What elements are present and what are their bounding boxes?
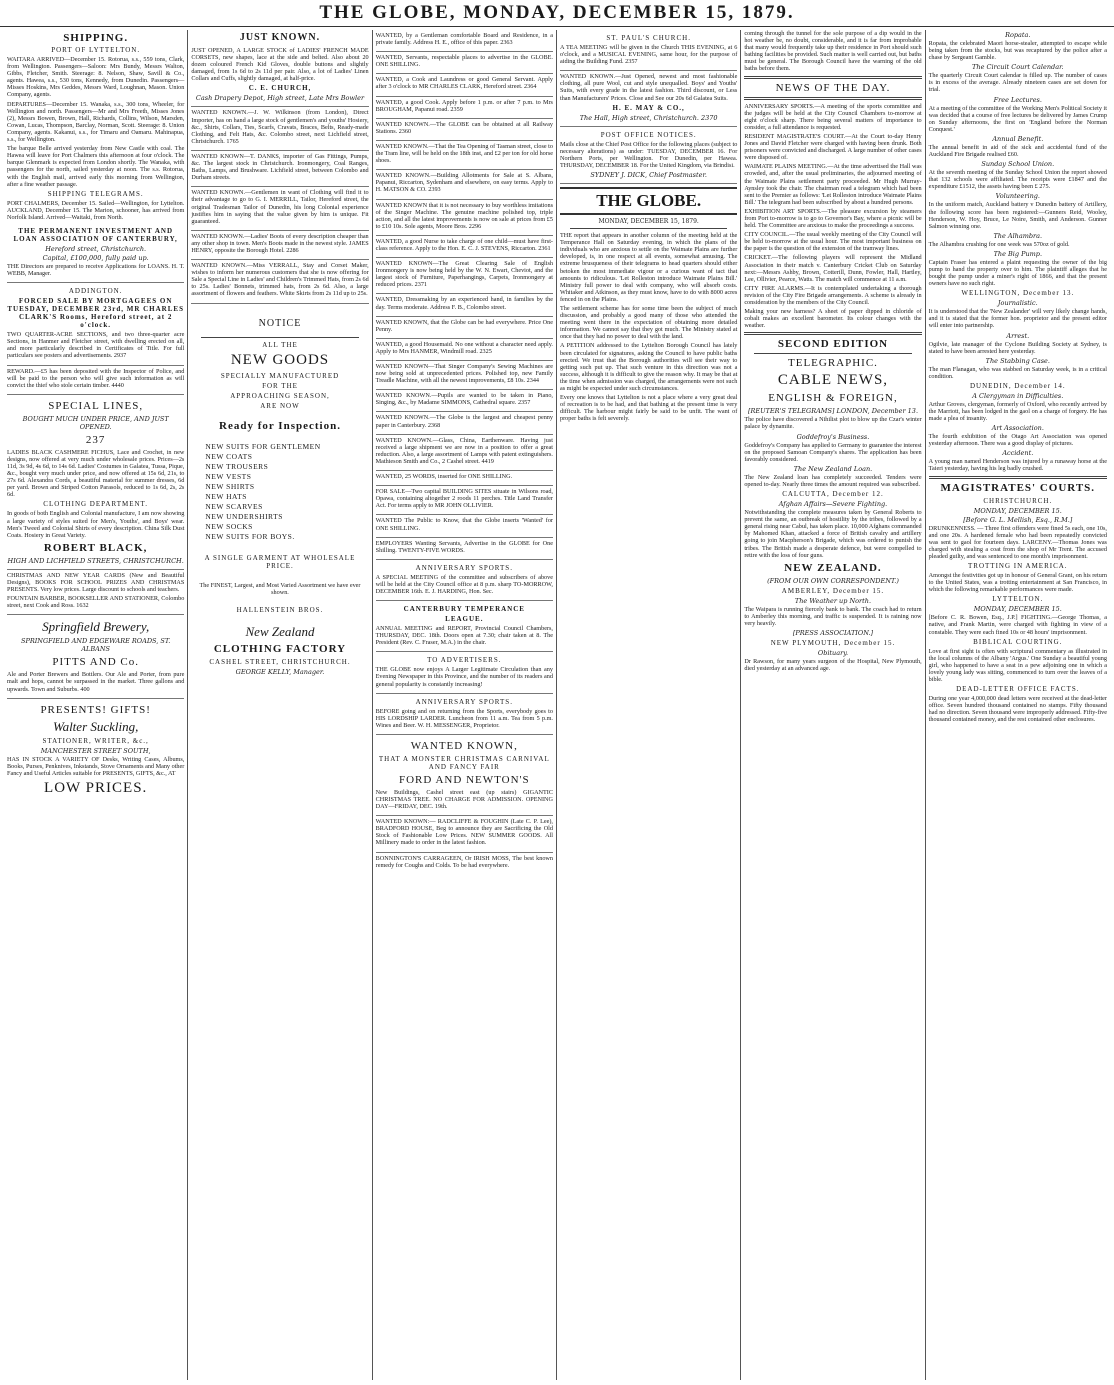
telegraphic: TELEGRAPHIC. (788, 357, 878, 370)
clergyman-text: Arthur Groves, clergyman, formerly of Oxford, who recently arrived by the Marriott, has been lodged in the gaol on a charge of forgery. He has made a plea of insanity. (928, 400, 1107, 423)
plymouth-dateline: NEW PLYMOUTH, December 15. (770, 638, 896, 647)
clothing-text: In goods of both English and Colonial manufacture, I am now showing a large variety of styles suited for Men's, Youths', and Boys' wear. Men's Tweed and Colonial Shirts of every description. China Silk Dust Coats. Hosiery in Great Variety. (7, 510, 185, 539)
court-bench: [Before G. L. Mellish, Esq., R.M.] (963, 515, 1073, 524)
presents-heading: PRESENTS! GIFTS! (40, 703, 151, 716)
editorial-continued: coming through the tunnel for the sole purpose of a dip would in the hot weather be, no doubt, considerable, and it is far from improbable that many would frequently take up their residence in Port should such bathing facilities be provided. Such matter is well carried out, but baths must be general. The Borough Council have the warning of the old baths before them. (744, 30, 922, 73)
clergyman-heading: A Clergyman in Difficulties. (972, 391, 1064, 400)
wilkinson-ad (191, 107, 368, 150)
column-3 (373, 30, 557, 1380)
clothing-heading: CLOTHING DEPARTMENT. (43, 500, 149, 509)
wanted-singer-ad (376, 200, 553, 236)
wanted-dressmaking-text: WANTED, Dressmaking by an experienced hand, in families by the day. Terms moderate. Address F. B., Colombo street. (375, 296, 553, 311)
henry-ad (191, 231, 368, 260)
brewery-ad (7, 615, 184, 698)
new-goods: NEW GOODS (230, 351, 330, 368)
afghan-text: Notwithstanding the complete measures taken by General Roberts to prevent the same, an outbreak of hostility by the tribes, followed by a general rising near Cabul, has taken place. 10,000 Afghans commanded by Mahomed Khan, attacked a force of British cavalry and artillery going to join Macpherson's Brigade, which was ordered to punish the tribes. The British made a desperate defence, but were compelled to retire with the loss of four guns. (744, 509, 922, 559)
brewers-name: PITTS AND Co. (52, 656, 139, 669)
firm-name: HALLENSTEIN BROS. (236, 605, 324, 614)
reward-text: REWARD.—£5 has been deposited with the Inspector of Police, and will be paid to the person who will give such information as will convict the thief who stole certain timber. 4440 (7, 367, 185, 389)
brewers-text: Ale and Porter Brewers and Bottlers. Our Ale and Porter, from pure malt and hops, cannot be surpassed in the market. Three gallons and upwards. Town and Suburbs. 400 (7, 671, 185, 693)
journalistic-text: It is understood that the 'New Zealander' will very likely change hands, and it is stated that the former hon. proprietor and the present editor will enter into partnership. (928, 308, 1107, 330)
are-now: ARE NOW (260, 401, 300, 410)
list-item: NEW UNDERSHIRTS (205, 511, 283, 521)
bonnington-text: BONNINGTON'S CARRAGEEN, Or IRISH MOSS, The best known remedy for Coughs and Colds. To be had everywhere. (375, 854, 553, 869)
news-heading: NEWS OF THE DAY. (775, 81, 891, 94)
postmaster: SYDNEY J. DICK, Chief Postmaster. (590, 171, 707, 180)
wanted-pupils-ad (376, 390, 553, 412)
arrest-text: Ogilvie, late manager of the Cyclone Building Society at Sydney, is stated to have been arrested here yesterday. (928, 340, 1107, 355)
wanted-board-text: WANTED, by a Gentleman comfortable Board and Residence, in a private family. Address H. E., office of this paper. 2363 (375, 32, 553, 47)
ready-for-inspection: Ready for Inspection. (219, 419, 341, 432)
weather-heading: The Weather up North. (794, 596, 872, 605)
post-office-heading: POST OFFICE NOTICES. (600, 130, 697, 139)
post-office-text: Mails close at the Chief Post Office for the following places (subject to necessary alterations) as under: TUESDAY, DECEMBER 16. For Northern Ports, per Wellington. For Dunedin, per Hawea. THURSDAY, DECEMBER 18. For the United Kingdom, via Brindisi. (559, 140, 738, 169)
list-item: NEW SUITS FOR GENTLEMEN (205, 441, 321, 451)
carnival-wanted: WANTED KNOWN, (410, 739, 518, 752)
wanted-board-ad (376, 30, 553, 52)
factory-line-2: CLOTHING FACTORY (213, 642, 347, 655)
column-4 (557, 30, 741, 1380)
lectures-heading: Free Lectures. (993, 95, 1042, 104)
wanted-clearing-ad (376, 258, 553, 294)
wanted-largest-ad (376, 412, 553, 434)
verrall-text: WANTED KNOWN.—Miss VERRALL, Stay and Corset Maker, wishes to inform her numerous customers that she is now offering for Sale a Special Line in Ladies' and Children's Trimmed Hats, from 2s 6d to 25s. Ladies' Bonnets, trimmed hats, from 2s 6d. Also, a large assortment of flowers and feathers. White Skirts from 2s 11d up to 25s. (191, 262, 369, 298)
wanted-tea-ad (376, 141, 553, 170)
news-item: RESIDENT MAGISTRATE'S COURT.—At the Court to-day Henry Jones and David Fletcher were charged with having been drunk. Both prisoners were convicted and discharged. A large number of other cases were disposed of. (744, 132, 922, 162)
carnival-ad (376, 735, 553, 816)
wanted-globe-stations-ad (376, 119, 553, 141)
list-item: NEW SUITS FOR BOYS. (205, 531, 295, 541)
sports-meeting-ad (376, 560, 553, 601)
news-item: CITY FIRE ALARMS.—It is contemplated undertaking a thorough revision of the City Fire Brigade arrangements. A scheme is already in consideration by the members of the City Council. (744, 284, 922, 306)
lectures-text: At a meeting of the committee of the Working Men's Political Society it was decided that a course of free lectures be delivered by James Crump on Sunday afternoons, the first on 'England before the Norman Conquest.' (928, 104, 1107, 133)
column-5 (741, 30, 925, 1380)
merrill-text: WANTED KNOWN.—Gentlemen in want of Clothing will find it to their advantage to go to G. I. MERRILL, Tailor, Hereford street, the original Tradesman Tailor of Dunedin, his long Colonial experience justifies him in saying that the value given by him is unique. Fit guaranteed. (191, 189, 369, 225)
special-lines-ad (7, 395, 184, 570)
wanted-allotments-text: WANTED KNOWN.—Building Allotments for Sale at S. Albans, Papanui, Riccarton, Sydenham and elsewhere, on easy terms. Apply to H. MATSON & CO. 2393 (375, 172, 553, 194)
news-item: Making your new harness? A sheet of paper dipped in chloride of cobalt makes an excellent barometer. Its colour changes with the weather. (744, 308, 922, 330)
wanted-glass-text: WANTED KNOWN.—Glass, China, Earthenware. Having just received a large shipment we are now in a position to offer a great reduction. Also, a large assortment of Lamps with patent extinguishers. Mathieson Smith and Co., 2 Cashel street. 4419 (375, 436, 553, 465)
list-item: NEW SOCKS (205, 521, 253, 531)
cable-news: CABLE NEWS, (777, 372, 889, 389)
accident-text: A young man named Henderson was injured by a runaway horse at the Taieri yesterday, having his leg badly crushed. (928, 458, 1107, 473)
larder-ad (376, 694, 553, 735)
finest-line: The FINEST, Largest, and Most Varied Assortment we have ever shown. (199, 581, 361, 596)
ford-text: New Buildings, Cashel street east (up stairs) GIGANTIC CHRISTMAS TREE. NO CHARGE FOR ADMISSION. OPENING DAY—FRIDAY, DEC. 19th. (375, 788, 553, 811)
wanted-nurse-ad (376, 236, 553, 258)
christchurch-heading: CHRISTCHURCH. (983, 496, 1053, 505)
merchant-name: ROBERT BLACK, (43, 541, 148, 554)
suckling-name: Walter Suckling, (52, 718, 139, 734)
advertisers-text: THE GLOBE now enjoys A Larger Legitimate Circulation than any Evening Newspaper in this Province, and the number of its readers and general popularity is constantly increasing! (375, 666, 553, 688)
anniversary-heading: ANNIVERSARY SPORTS. (415, 563, 513, 572)
addington-heading: ADDINGTON. (68, 287, 123, 296)
lyttelton-date: MONDAY, DECEMBER 15. (973, 605, 1062, 614)
list-item: NEW TROUSERS (205, 461, 269, 471)
special-heading: SPECIAL LINES, (48, 399, 144, 412)
all-the: ALL THE (262, 340, 298, 349)
special-number: 237 (85, 433, 106, 446)
editorial-2: The settlement scheme has for some time been the subject of much discussion, and probably a good many of those who attended the meeting went there in the expectation of obtaining more detailed information. We cannot say that they got much. The Ministry stated at once that they had no power to deal with the land. (559, 304, 738, 341)
corsets-ad (191, 45, 368, 107)
masthead-title: THE GLOBE, MONDAY, DECEMBER 15, 1879. (319, 2, 795, 23)
journalistic-heading: Journalistic. (997, 299, 1038, 308)
biblical-heading: BIBLICAL COURTING. (973, 637, 1063, 646)
wanted-glass-ad (376, 435, 553, 471)
court-text: DRUNKENNESS. — Three first offenders were fined 5s each, one 10s, and one 20s. A hardened female who had been repeatedly convicted was sent to gaol for fourteen days. LARCENY.—Thomas Jones was charged with stealing a coat from the shop of Mr Trent. The accused pleaded guilty, and was sentenced to one month's imprisonment. (928, 524, 1107, 560)
alhambra-heading: The Alhambra. (993, 231, 1043, 240)
trotting-text: Amongst the festivities got up in honour of General Grant, on his return to the United States, was a trotting entertainment at San Francisco, in which the following remarkable performances were made. (928, 572, 1107, 594)
volunteering-text: In the uniform match, Auckland battery v Dunedin battery of Artillery, the following score has been registered:—Gunners Reid, Wooley, Henderson, W. Hoy, Bruce, Le Noire, Smith, and Anderson. Gunner Salmon winning one. (928, 201, 1107, 230)
departures-text: DEPARTURES—December 15. Wanaka, s.s., 300 tons, Wheeler, for Wellington and north. Passengers—Mr and Mrs Freeth, Misses Jones (2), Messrs Bowen, Brown, Hall, Richards, Collins, Wilson, Marsden, Cowan, Lucas, Thompson, Barclay, Norman, Scott. Steerage: 8. Union Company, agents. Kakanui, s.s., for Timaru and Oamaru. Mahinapua, s.s., for Wellington. (7, 100, 185, 144)
forced-sale: FORCED SALE BY MORTGAGEES ON TUESDAY, DECEMBER 23rd, MR CHARLES CLARK'S Rooms, Hereford street, at 2 o'clock. (7, 297, 184, 330)
obituary-heading: Obituary. (817, 648, 849, 657)
cable-item: Goddefroy's Company has applied to Germany to guarantee the interest on the proposed Samoan Company's shares. The application has been favorably considered. (744, 441, 922, 463)
column-6 (926, 30, 1110, 1380)
circuit-text: The quarterly Circuit Court calendar is filled up. The number of cases is in excess of the average. Already nineteen cases are set down for trial. (928, 72, 1107, 94)
wanted-sewing-text: WANTED KNOWN—That Singer Company's Sewing Machines are now being sold at unprecedented prices. Polished top, new Family Treadle Machine, with all the newest improvements, £8 10s. 2344 (375, 363, 553, 385)
nz-source: (FROM OUR OWN CORRESPONDENT.) (767, 576, 899, 585)
nz-loan-text: The New Zealand loan has completely succeeded. Tenders were opened to-day. Nearly three times the amount required was subscribed. (744, 473, 922, 488)
may-co-address: The Hall, High street, Christchurch. 2370 (579, 113, 718, 122)
society-capital: Capital, £100,000, fully paid up. (42, 253, 149, 262)
henry-text: WANTED KNOWN.—Ladies' Boots of every description cheaper than any other shop in town. Men's Boots made in the newest style. JAMES HENRY, opposite the Borough Hotel. 2286 (191, 232, 369, 254)
expected-text: The barque Belle arrived yesterday from New Castle with coal. The Hawea will leave for Port Chalmers this afternoon at four o'clock. The barque Glenmark is expected from London shortly. The Wanaka, with passengers for the north, sailed yesterday at noon. The s.s. Rotorua, with the English mail, arrived early this morning from Wellington, after a fine weather passage. (7, 145, 185, 188)
advertisers-ad (376, 652, 553, 693)
editorial-1: THE report that appears in another column of the meeting held at the Temperance Hall on Saturday evening, in which the plans of the individuals who are anxious to settle on the Waimate Plains are further developed, is, in one respect at all events, somewhat amusing. The extreme brusqueness of their telegrams to head quarters should either betoken the most immediate vigour or a curious want of tact that amounts to ridiculous. 'Let Rolleston introduce Waimate Plains Bill.' Ministry full power to deal with company, who will absorb costs. Whitaker and Atkinson, as they must know, have to do with 8000 acres fenced in on the Plains. (559, 232, 738, 303)
telegrams-text: PORT CHALMERS, December 15. Sailed—Wellington, for Lyttelton. AUCKLAND, December 15. The Marion, schooner, has arrived from Norfolk Island. Arrived—Waitaki, from North. (7, 199, 185, 221)
stabbing-heading: The Stabbing Case. (985, 356, 1050, 365)
wanted-good-cook-ad (376, 97, 553, 119)
circuit-heading: The Circuit Court Calendar. (972, 63, 1064, 72)
season: APPROACHING SEASON, (230, 391, 330, 400)
wanted-singer-text: WANTED KNOWN that it is not necessary to buy worthless imitations of the Singer Machine. The genuine machine polished top, triple action, and all the latest improvements is now on sale at prices from £5 to £10 10s. Sole agents, Moore Bros. 2296 (375, 201, 553, 230)
cable-source: [REUTER'S TELEGRAMS] LONDON, December 13. (747, 407, 919, 416)
news-item: EXHIBITION ART SPORTS.—The pleasure excursion by steamers from Port to-morrow is to go to Governor's Bay, where a picnic will be held. The Committee are anxious to make the proceedings a success. (744, 207, 922, 230)
wanted-tea-text: WANTED KNOWN.—That the Tea Opening of Tasman street, close to the Tram line, will be held on the 18th inst, and £2 per ton for old horse shoes. (375, 142, 553, 165)
obituary-text: Dr Rawson, for many years surgeon of the Hospital, New Plymouth, died yesterday at an advanced age. (744, 657, 922, 673)
society-text: THE Directors are prepared to receive Applications for LOANS. H. T. WEBB, Manager. (7, 262, 185, 278)
suckling-address: MANCHESTER STREET SOUTH, (40, 746, 151, 755)
list-item: NEW HATS (205, 491, 247, 501)
reward-ad (7, 366, 184, 395)
magistrates-heading: MAGISTRATES' COURTS. (940, 481, 1096, 494)
may-co-text: WANTED KNOWN.—Just Opened, newest and most fashionable clothing, all pure Wool, cut and style unequalled. Boys' and Youths' Suits, with every grade in the latest fashion. Third discount, or Less than Manufacturers' Prices. Close and See our 20s 6d Galatea Suits. (559, 73, 738, 102)
trotting-heading: TROTTING IN AMERICA. (968, 562, 1068, 571)
special-sub: BOUGHT MUCH UNDER PRICE, AND JUST OPENED. (22, 414, 169, 431)
investment-society-ad (7, 223, 184, 283)
bonnington-ad (376, 853, 553, 874)
church-heading: ST. PAUL'S CHURCH. (606, 34, 691, 42)
church-name: C. E. CHURCH, (248, 84, 312, 93)
verrall-ad (191, 260, 368, 303)
post-office-ad (560, 127, 737, 184)
wanted-nurse-text: WANTED, a good Nurse to take charge of one child—must have first-class reference. Apply to the Hon. E. C. J. STEVENS, Riccarton. 2361 (375, 237, 553, 252)
shipping-heading: SHIPPING. (63, 32, 129, 44)
pump-heading: The Big Pump. (993, 249, 1043, 258)
suckling-ad (7, 699, 184, 803)
society-title: THE PERMANENT INVESTMENT AND LOAN ASSOCIATION OF CANTERBURY, (13, 226, 178, 243)
weather-text: The Waipara is running fiercely bank to bank. The coach had to return to Amberley this morning, and traffic is suspended. It is raining now very heavily. (744, 605, 922, 627)
office-text: During one year 4,000,000 dead letters were received at the dead-letter office. Seven hundred thousand contained no stamps. Fifty thousand had no direction. Seven thousand were improperly addressed. Fifty-five thousand contained money, and the rest contained other enclosures. (928, 695, 1107, 724)
for-sale-text: FOR SALE—Two capital BUILDING SITES situate in Wilsons road, Opawa, containing altogether 2 roods 11 perches. Title Land Transfer Act. For terms apply to MR JOHN OLLIVIER. (375, 488, 553, 510)
wholesale-line: A SINGLE GARMENT AT WHOLESALE PRICE. (204, 553, 356, 570)
for-sale-ad (376, 486, 553, 515)
brewery-address: SPRINGFIELD AND EDGEWARE ROADS, ST. ALBANS (21, 637, 171, 654)
church-text: A TEA MEETING will be given in the Church THIS EVENING, at 6 o'clock, and a MUSICAL EVENING, same hour, for the purpose of aiding the Building Fund. 2357 (559, 44, 738, 66)
manufactured: SPECIALLY MANUFACTURED (220, 371, 340, 380)
sports-text: A SPECIAL MEETING of the committee and subscribers of above will be held at the City Council office at 8 p.m. sharp TO-MORROW, DECEMBER 16th. E. J. HARDING, Hon. Sec. (375, 573, 553, 595)
may-co-name: H. E. MAY & CO., (612, 103, 685, 112)
lyttelton-heading: LYTTELTON. (992, 595, 1044, 604)
ropata-text: Ropata, the celebrated Maori horse-stealer, attempted to escape while being taken from the stocks, but was recaptured by the police after a chase by Sergeant Gamble. (928, 40, 1107, 62)
nz-loan-heading: The New Zealand Loan. (793, 464, 873, 473)
bookseller-text: FOUNTAIN BARBER, BOOKSELLER AND STATIONER, Colombo street, next Cook and Ross. 1632 (7, 595, 185, 610)
ford-newton: FORD AND NEWTON'S (399, 773, 530, 786)
wanted-clearing-text: WANTED KNOWN—The Great Clearing Sale of English Ironmongery is now being held by the W. N. Ewart, Cheviot, and the largest stock of Furniture, Paperhangings, Carpets, Ironmongery at reduced prices. 2371 (375, 260, 553, 289)
list-item: NEW SHIRTS (205, 481, 255, 491)
wanted-dressmaking-ad (376, 294, 553, 316)
carnival-heading: THAT A MONSTER CHRISTMAS CARNIVAL AND FANCY FAIR (378, 754, 550, 771)
wanted-servants-text: WANTED, Servants, respectable places to advertise in the GLOBE. ONE SHILLING. (375, 54, 553, 69)
sunday-heading: Sunday School Union. (981, 160, 1055, 169)
church-address: Cash Drapery Depot, High street, Late Mrs Bowler (195, 94, 365, 103)
news-item: WAIMATE PLAINS MEETING.—At the time advertised the Hall was crowded, and, after the usual preliminaries, the adjourned meeting of the Waimate Plains settlement party proceeded. Mr Hugh Murray-Aynsley took the chair. The chairman read a telegram which had been sent to the Premier as follows: 'Let Rolleston introduce Waimate Plains Bill.' The telegram had been subscribed by about a hundred persons. (744, 163, 922, 206)
christmas-text: CHRISTMAS AND NEW YEAR CARDS (New and Beautiful Designs), BOOKS FOR SCHOOL PRIZES AND CHRISTMAS PRESENTS. Very low prices. Large discount to schools and teachers. (7, 571, 185, 594)
merrill-ad (191, 187, 368, 230)
editorial-3: A PETITION addressed to the Lyttelton Borough Council has lately been circulated for signatures, asking the Council to have public baths erected. We trust that the Borough authorities will see their way to getting such put up. That such venture in this direction was not a success, although it is difficult to give the reason why. It may be that at the time when admission was charged, the arrangements were not such as might be expected under such circumstances. (559, 342, 738, 392)
wanted-cook-ad (376, 74, 553, 96)
radcliffe-text: WANTED KNOWN:— RADCLIFFE & FOUGHIN (Late C. P. Lee), BRADFORD HOUSE, Beg to announce they are Sacrificing the Old Stock of Fashionable Low Prices. NEW SUMMER GOODS. All Millinery made to order in the latest fashion. (375, 818, 553, 847)
special-text: LADIES BLACK CASHMERE FICHUS, Lace and Crochet, in new designs, now offered at very much under wholesale prices. Prices—2s 11d, 3s 9d, 4s 6d, to 14s 6d. Ladies' Costumes in Galatea, Tussa, Pique, &c., bought very much under price, and now offered at 15s 6d, 21s, to 27s 6d. Alexandra Cords, a beautiful material for summer dresses, 6d per yard. Brown and Striped Cotton Parasols, reduced to 1s 6d, 2s, 2s 6d. (7, 448, 185, 499)
art-heading: Art Association. (991, 424, 1044, 433)
wanted-globe-price-ad (376, 317, 553, 339)
wellington-dateline: WELLINGTON, December 13. (961, 289, 1075, 298)
wanted-globe-price-text: WANTED KNOWN, that the Globe can be had everywhere. Price One Penny. (375, 318, 553, 333)
wanted-good-cook-text: WANTED, a good Cook. Apply before 1 p.m. or after 7 p.m. to Mrs BROUGHAM, Papanui road. 2359 (375, 98, 553, 113)
column-2 (188, 30, 372, 1380)
editorial-4: Every one knows that Lyttelton is not a place where a very great deal of recreation is to be had, and that bathing at the present time is very difficult. The harbour might fairly be said to be unfit. The want of proper baths is felt severely. (559, 394, 738, 423)
temperance-text: ANNUAL MEETING and REPORT, Provincial Council Chambers, THURSDAY, DEC. 18th. Doors open at 7.30; chair taken at 8. The President (Rev. C. Fraser, M.A.) in the chair. (375, 625, 553, 647)
globe-banner: THE GLOBE. (560, 187, 737, 215)
globe-date: MONDAY, DECEMBER 15, 1879. (598, 218, 699, 226)
wanted-words-text: WANTED, 25 WORDS, inserted for ONE SHILLING. (375, 473, 513, 481)
calcutta-dateline: CALCUTTA, December 12. (782, 490, 884, 499)
office-heading: DEAD-LETTER OFFICE FACTS. (956, 685, 1080, 694)
wanted-allotments-ad (376, 170, 553, 199)
may-co-ad (560, 71, 737, 126)
employers-ad (376, 538, 553, 560)
wilkinson-text: WANTED KNOWN.—J. W. Wilkinson (from London), Direct Importer, has on hand a large stock of gentlemen's and youths' Hosiery, &c., Shirts, Collars, Ties, Scarfs, Cravats, Braces, Belts, Ready-made Clothing, and Felt Hats, &c. Colombo street, next Lichfield street, Christchurch. 1765 (191, 109, 369, 145)
port-heading: PORT OF LYTTELTON. (51, 46, 141, 54)
merchant-address: HIGH AND LICHFIELD STREETS, CHRISTCHURCH. (7, 556, 184, 565)
factory-address: CASHEL STREET, CHRISTCHURCH. (209, 657, 351, 666)
wanted-housemaid-text: WANTED, a good Housemaid. No one without a character need apply. Apply to Mrs HANMER, Windmill road. 2325 (375, 340, 553, 355)
amberley-dateline: AMBERLEY, December 15. (781, 586, 885, 595)
wanted-pupils-text: WANTED KNOWN.—Pupils are wanted to be taken in Piano, Singing, &c., by Madame SIMMONS, Cathedral square. 2357 (375, 392, 553, 407)
wanted-public-text: WANTED The Public to Know, that the Globe inserts 'Wanted' for ONE SHILLING. (375, 517, 553, 532)
brewery-name: Springfield Brewery, (42, 619, 150, 635)
wanted-largest-text: WANTED KNOWN.—The Globe is the largest and cheapest penny paper in Canterbury. 2368 (375, 414, 553, 429)
anniversary-heading-2: ANNIVERSARY SPORTS. (415, 697, 513, 706)
suckling-title: STATIONER, WRITER, &c., (42, 736, 149, 745)
suckling-text: HAS IN STOCK A VARIETY OF Desks, Writing Cases, Albums, Books, Purses, Penknives, Inkstands, Stove Ornaments and Many other Fancy and Useful Articles suitable for PRESENTS, GIFTS, &c., AT (7, 755, 185, 777)
art-text: The fourth exhibition of the Otago Art Association was opened yesterday afternoon. There was a good display of pictures. (928, 433, 1107, 448)
page-columns (4, 30, 1110, 1380)
accident-heading: Accident. (1002, 449, 1034, 458)
stabbing-text: The man Flanagan, who was stabbed on Saturday week, is in a critical condition. (928, 365, 1107, 380)
news-item: ANNIVERSARY SPORTS.—A meeting of the sports committee and the judges will be held at the City Council Chambers to-morrow at eight o'clock sharp. There being several matters of importance to consider, a full attendance is requested. (744, 102, 922, 131)
employers-text: EMPLOYERS Wanting Servants, Advertise in the GLOBE for One Shilling. TWENTY-FIVE WORDS. (375, 539, 553, 554)
christmas-cards-ad (7, 570, 184, 615)
sunday-text: At the seventh meeting of the Sunday School Union the report showed that 132 schools were affiliated. The receipts were £1847 and the expenditure £1512, the assets having been £ 275. (928, 169, 1107, 191)
volunteering-heading: Volunteering. (995, 192, 1040, 201)
larder-text: BEFORE going and on returning from the Sports, everybody goes to HIS LORDSHIP LARDER. Luncheon from 11 a.m. Tea from 5 p.m. Wines and Beer. W. H. MESSENGER, Proprietor. (375, 707, 553, 729)
news-item: CITY COUNCIL.—The usual weekly meeting of the City Council will be held to-morrow at the usual hour. The most important business on the paper is the question of the extension of the tramway lines. (744, 231, 922, 253)
list-item: NEW COATS (205, 451, 253, 461)
wanted-cook-text: WANTED, a Cook and Laundress or good General Servant. Apply after 3 o'clock to MR CHARLES CLARK, Hereford street. 2364 (375, 76, 553, 91)
temperance-heading-2: LEAGUE. (445, 615, 484, 624)
second-edition: SECOND EDITION (777, 338, 889, 351)
low-prices: LOW PRICES. (44, 779, 148, 796)
hallenstein-ad (191, 318, 368, 676)
wanted-sewing-ad (376, 361, 553, 390)
forced-sale-text: TWO QUARTER-ACRE SECTIONS, and two three-quarter acre Sections, in Hanmer and Fletcher street, with dwelling erected on all, and more particularly described in Certificates of Title. For full particulars see posters and advertisements. 2937 (7, 331, 185, 360)
factory-manager: GEORGE KELLY, Manager. (235, 667, 325, 676)
news-item: CRICKET.—The following players will represent the Midland Association in their match v. Canterbury Cricket Club on Saturday next:—Messrs Ashby, Brown, Cotterill, Dunn, Fowler, Hall, Hartley, Lee, Ollivier, Pearce, Watts. The match will commence at 11 a.m. (744, 254, 922, 283)
temperance-ad (376, 601, 553, 652)
nz-heading: NEW ZEALAND. (784, 561, 882, 574)
radcliffe-ad (376, 816, 553, 852)
arrest-heading: Arrest. (1006, 331, 1030, 340)
addington-ad (7, 283, 184, 365)
for-the: FOR THE (262, 381, 298, 390)
temperance-heading-1: CANTERBURY TEMPERANCE (403, 605, 525, 614)
press-association: [PRESS ASSOCIATION.] (792, 628, 874, 637)
annual-heading: Annual Benefit. (992, 134, 1044, 143)
telegrams-heading: SHIPPING TELEGRAMS. (47, 189, 144, 198)
wanted-globe-stations-text: WANTED KNOWN.—The GLOBE can be obtained at all Railway Stations. 2360 (375, 120, 553, 135)
biblical-text: Love at first sight is often with scriptural commentary as illustrated in the local columns of the Albany 'Argus.' One Sunday a beautiful young girl, who happened to have a seat in a pew adjoining one in which a lovely young lady was sitting, commenced to turn over the leaves of a bible. (928, 647, 1107, 683)
wanted-public-ad (376, 515, 553, 537)
lyttelton-text: [Before C. R. Bowen, Esq., J.P.] FIGHTING.—George Thomas, a native, and Frank Martin, were charged with fighting in view of a constable. They were each fined 10s or 48 hours' imprisonment. (928, 614, 1107, 636)
danks-text: WANTED KNOWN—T. DANKS, importer of Gas Fittings, Pumps, &c. The largest stock in Christchurch. Ironmongery, Coal Ranges, Baths, Lamps, and Brushware. Lichfield street, between Colombo and Durham streets. (191, 152, 369, 182)
arrivals-text: WAITARA ARRIVED—December 15. Rotorua, s.s., 559 tons, Clark, from Wellington. Passengers—Saloon: Mrs Bundy, Messrs Walton, Gibbs, Fletcher, Smith. Steerage: 8. Nelson, Shaw, Savill & Co., agents. Hawea, s.s., 530 tons, Kennedy, from Dunedin. Passengers—Misses Hoskins, Mrs Geddes, Messrs Ward, Loughnan, Mason. Union Company, agents. (7, 56, 185, 99)
column-1 (4, 30, 188, 1380)
advertisers-heading: TO ADVERTISERS. (427, 656, 502, 665)
st-pauls-ad (560, 30, 737, 71)
cable-item: The police have discovered a Nihilist plot to blow up the Czar's winter palace by dynamite. (744, 416, 922, 431)
court-date: MONDAY, DECEMBER 15. (973, 506, 1062, 515)
afghan-heading: Afghan Affairs—Severe Fighting. (778, 500, 888, 509)
pump-text: Captain Fraser has entered a plaint requesting the owner of the big pump to hand the property over to him. The plaintiff alleges that he bought the pump under a miner's right of 1866, and that the present owners have no such right. (928, 258, 1107, 288)
dunedin-dateline: DUNEDIN, December 14. (969, 381, 1066, 390)
wanted-words-ad (376, 471, 553, 486)
list-item: NEW VESTS (205, 471, 252, 481)
wanted-housemaid-ad (376, 339, 553, 361)
society-address: Hereford street, Christchurch. (45, 244, 147, 253)
just-known-heading: JUST KNOWN. (239, 32, 321, 43)
cable-sub: ENGLISH & FOREIGN, (768, 392, 898, 405)
cable-subheading: Goddefroy's Business. (796, 432, 870, 441)
alhambra-text: The Alhambra crushing for one week was 570oz of gold. (928, 240, 1070, 248)
new-items-list (205, 442, 368, 542)
notice-heading: NOTICE (258, 317, 302, 329)
factory-line-1: New Zealand (245, 623, 315, 639)
list-item: NEW SCARVES (205, 501, 263, 511)
corsets-text: JUST OPENED, A LARGE STOCK of LADIES' FRENCH MADE CORSETS, new shapes, lace at the side and belted. Also about 20 dozen coloured French Kid Gloves, double buttons and slightly damaged, from 1s 6d to 2s 11d per pair. Also, a lot of Ladies' Linen Collars and Cuffs, slightly damaged, at half-price. (191, 47, 369, 83)
masthead (0, 0, 1114, 27)
danks-ad (191, 151, 368, 187)
annual-text: The annual benefit in aid of the sick and accidental fund of the Auckland Fire Brigade realised £60. (928, 143, 1107, 159)
wanted-servants-ad (376, 52, 553, 74)
ropata-heading: Ropata. (1005, 31, 1031, 39)
